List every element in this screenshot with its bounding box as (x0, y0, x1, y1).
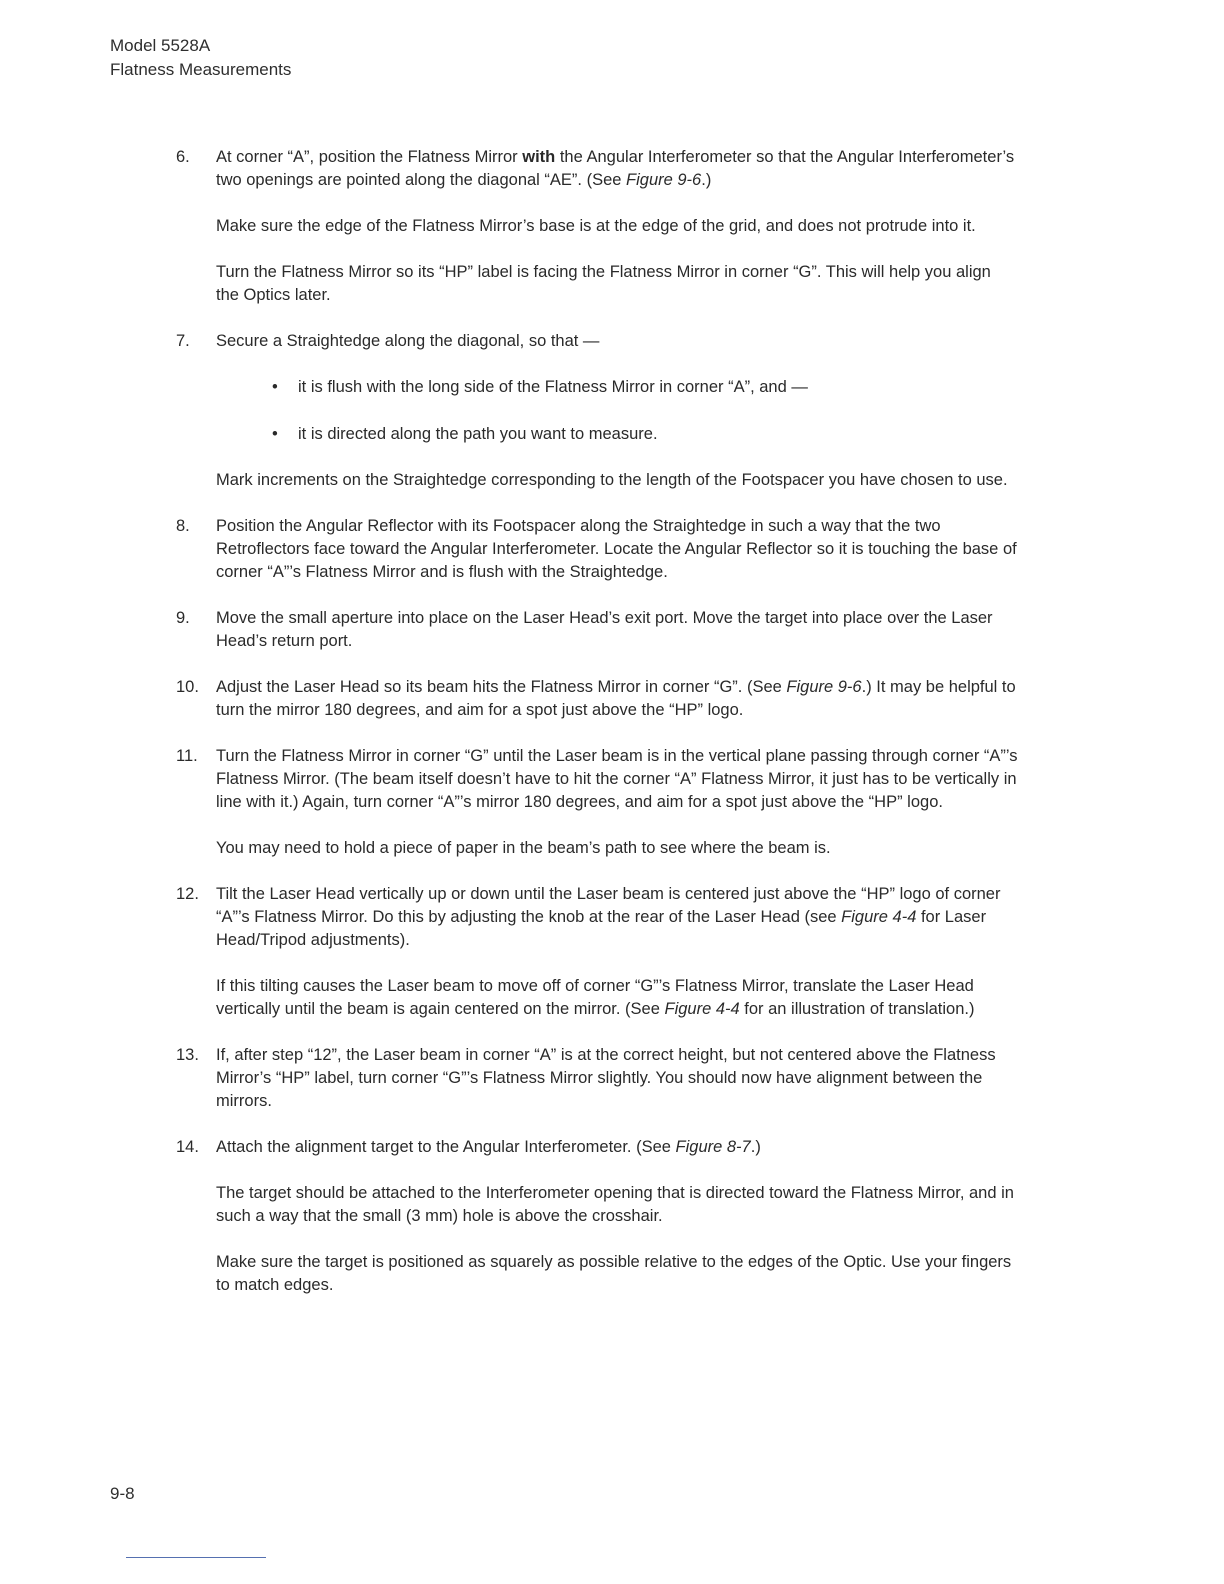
step-paragraph: The target should be attached to the Interferometer opening that is directed toward the Flatness Mirror, and in such a way that the small (3 mm) hole is above the crosshair. (216, 1184, 1014, 1225)
step-paragraph: Make sure the edge of the Flatness Mirror’s base is at the edge of the grid, and does not protrude into it. (216, 217, 976, 235)
figure-reference: Figure 4-4 (664, 1000, 740, 1018)
list-item (216, 423, 1018, 446)
text-run: for Laser Head/Tripod adjustments). (216, 908, 987, 949)
text-run: the Angular Interferometer so that the Angular Interferometer’s two openings are pointed along the diagonal “AE”. (See (216, 148, 1015, 189)
bullet-icon: • (272, 378, 278, 396)
figure-reference: Figure 9-6 (626, 171, 702, 189)
text-run: If this tilting causes the Laser beam to move off of corner “G”’s Flatness Mirror, translate the Laser Head vertically until the beam is again centered on the mirror. (See (216, 977, 974, 1018)
header-model: Model 5528A (110, 36, 211, 55)
step-paragraph (216, 1136, 1018, 1159)
step-12 (176, 883, 1018, 1021)
step-paragraph (216, 146, 1018, 192)
step-number: 13. (176, 1046, 199, 1064)
step-paragraph: Turn the Flatness Mirror so its “HP” label is facing the Flatness Mirror in corner “G”. This will help you align the Optics later. (216, 263, 991, 304)
footer-divider (126, 1557, 266, 1558)
step-paragraph: Secure a Straightedge along the diagonal, so that — (216, 332, 600, 350)
step-number: 8. (176, 517, 190, 535)
step-13 (176, 1044, 1018, 1113)
step-paragraph: Mark increments on the Straightedge corresponding to the length of the Footspacer you have chosen to use. (216, 471, 1008, 489)
text-run: At corner “A”, position the Flatness Mirror (216, 148, 523, 166)
step-number: 9. (176, 609, 190, 627)
running-header (110, 34, 291, 82)
text-run: for an illustration of translation.) (739, 1000, 975, 1018)
step-paragraph: Position the Angular Reflector with its Footspacer along the Straightedge in such a way that the two Retroflectors face toward the Angular Interferometer. Locate the Angular Reflector so it is touching the base of corner “A”’s Flatness Mirror and is flush with the Straightedge. (216, 517, 1017, 581)
step-paragraph (216, 883, 1018, 952)
bullet-list (216, 376, 1018, 446)
figure-reference: Figure 8-7 (675, 1138, 751, 1156)
step-paragraph: If, after step “12”, the Laser beam in corner “A” is at the correct height, but not centered above the Flatness Mirror’s “HP” label, turn corner “G”’s Flatness Mirror slightly. You should now have alignment between the mirrors. (216, 1046, 996, 1110)
step-number: 11. (176, 747, 198, 765)
text-run: .) (701, 171, 712, 189)
step-10 (176, 676, 1018, 722)
list-item-text: it is directed along the path you want to measure. (298, 425, 658, 443)
step-paragraph: Move the small aperture into place on the Laser Head’s exit port. Move the target into place over the Laser Head’s return port. (216, 609, 993, 650)
step-paragraph: Make sure the target is positioned as squarely as possible relative to the edges of the Optic. Use your fingers to match edges. (216, 1253, 1012, 1294)
bold-text: with (522, 148, 556, 166)
step-paragraph: You may need to hold a piece of paper in the beam’s path to see where the beam is. (216, 839, 831, 857)
step-8 (176, 515, 1018, 584)
step-number: 14. (176, 1138, 199, 1156)
step-number: 12. (176, 885, 199, 903)
bullet-icon: • (272, 425, 278, 443)
step-7 (176, 330, 1018, 492)
figure-reference: Figure 4-4 (841, 908, 917, 926)
step-paragraph: Turn the Flatness Mirror in corner “G” until the Laser beam is in the vertical plane passing through corner “A”’s Flatness Mirror. (The beam itself doesn’t have to hit the corner “A” Flatness Mirror, it just has to be vertically in line with it.) Again, turn corner “A”’s mirror 180 degrees, and aim for a spot just above the “HP” logo. (216, 747, 1018, 811)
step-paragraph (216, 676, 1018, 722)
text-run: Attach the alignment target to the Angular Interferometer. (See (216, 1138, 676, 1156)
list-item (216, 376, 1018, 399)
step-6 (176, 146, 1018, 307)
step-9 (176, 607, 1018, 653)
step-11 (176, 745, 1018, 860)
text-run: .) (750, 1138, 761, 1156)
step-number: 6. (176, 148, 190, 166)
step-14 (176, 1136, 1018, 1297)
step-number: 7. (176, 332, 190, 350)
procedure-steps (176, 146, 1018, 1320)
text-run: .) It may be helpful to turn the mirror 180 degrees, and aim for a spot just above the “HP” logo. (216, 678, 1016, 719)
text-run: Tilt the Laser Head vertically up or down until the Laser beam is centered just above the “HP” logo of corner “A”’s Flatness Mirror. Do this by adjusting the knob at the rear of the Laser Head (see (216, 885, 1001, 926)
header-section: Flatness Measurements (110, 60, 292, 79)
step-paragraph (216, 975, 1018, 1021)
figure-reference: Figure 9-6 (786, 678, 862, 696)
text-run: Adjust the Laser Head so its beam hits the Flatness Mirror in corner “G”. (See (216, 678, 787, 696)
list-item-text: it is flush with the long side of the Flatness Mirror in corner “A”, and — (298, 378, 808, 396)
page-number: 9-8 (110, 1484, 135, 1503)
step-number: 10. (176, 678, 199, 696)
